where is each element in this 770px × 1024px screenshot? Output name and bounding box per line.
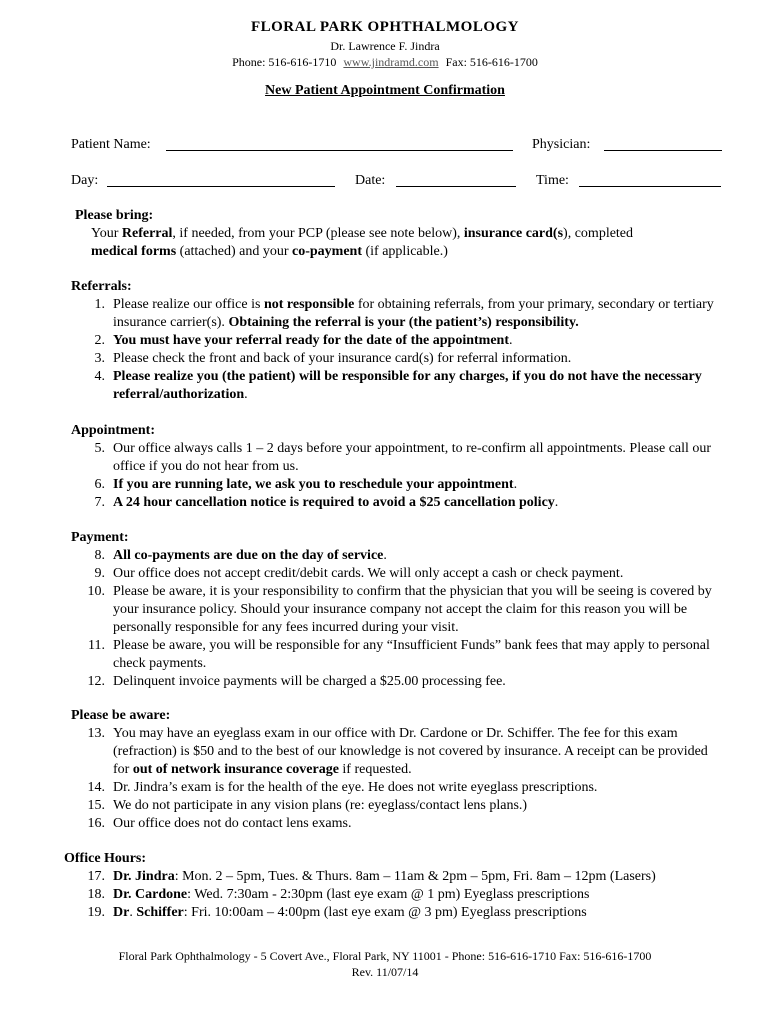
item-number: 18.: [87, 887, 105, 902]
text-run: if requested.: [338, 762, 412, 777]
item-number: 2.: [94, 333, 105, 348]
website-link[interactable]: www.jindramd.com: [343, 55, 439, 69]
please-be-aware-heading: Please be aware:: [71, 708, 171, 723]
text-run: Please check the front and back of your insurance card(s) for referral information.: [113, 351, 572, 366]
text-run-bold: Dr. Jindra: [113, 869, 175, 884]
phone-number: Phone: 516-616-1710: [232, 55, 337, 69]
text-run-bold: If you are running late, we ask you to reschedule your appointment: [113, 477, 514, 492]
text-run-bold: out of network insurance coverage: [132, 762, 339, 777]
text-run: Please realize our office is: [113, 297, 264, 312]
text-run: .: [509, 333, 513, 348]
list-item: [0, 350, 723, 368]
list-item: [0, 637, 723, 673]
item-number: 19.: [87, 905, 105, 920]
physician-blank[interactable]: [604, 136, 722, 151]
list-item: [0, 725, 723, 779]
text-run: .: [244, 387, 248, 402]
item-number: 6.: [94, 477, 105, 492]
item-number: 16.: [87, 816, 105, 831]
text-run: Please be aware, it is your responsibility to confirm that the physician that you will be seeing is covered by your insurance policy. Should your insurance company not accept the claim for this reason you will be personally responsible for any fees incurred during your visit.: [113, 584, 712, 635]
text-run-bold: Schiffer: [136, 905, 184, 920]
text-run-bold: medical forms: [91, 244, 177, 259]
item-number: 9.: [94, 566, 105, 581]
footer-address: Floral Park Ophthalmology - 5 Covert Ave., Floral Park, NY 11001 - Phone: 516-616-1710 Fax: 516-616-1700: [118, 949, 652, 963]
list-item: [0, 332, 723, 350]
list-item: [0, 904, 723, 922]
item-number: 1.: [94, 297, 105, 312]
text-run: Delinquent invoice payments will be charged a $25.00 processing fee.: [113, 674, 506, 689]
office-hours-list: [0, 868, 770, 922]
item-number: 13.: [87, 726, 105, 741]
text-run: Our office always calls 1 – 2 days before your appointment, to re-confirm all appointments. Please call our office if you do not hear from us.: [113, 441, 712, 474]
text-run: (if applicable.): [362, 244, 448, 259]
list-item: [0, 476, 723, 494]
payment-list: [0, 547, 770, 691]
text-run-bold: You must have your referral ready for the date of the appointment: [113, 333, 509, 348]
please-bring-line-2: [91, 243, 731, 261]
text-run-bold: Obtaining the referral is your (the patient’s) responsibility.: [228, 315, 579, 330]
list-item: [0, 673, 723, 691]
list-item: [0, 368, 723, 404]
item-number: 10.: [87, 584, 105, 599]
please-bring-heading: Please bring:: [75, 208, 154, 223]
text-run: .: [383, 548, 387, 563]
text-run-bold: co-payment: [292, 244, 362, 259]
list-item: [0, 494, 723, 512]
item-number: 12.: [87, 674, 105, 689]
please-be-aware-list: [0, 725, 770, 833]
text-run-bold: Dr: [113, 905, 130, 920]
item-number: 4.: [94, 369, 105, 384]
text-run-bold: All co-payments are due on the day of service: [113, 548, 384, 563]
appointment-heading: Appointment:: [71, 423, 156, 438]
item-number: 8.: [94, 548, 105, 563]
list-item: [0, 296, 723, 332]
list-item: [0, 868, 723, 886]
text-run: Your: [91, 226, 122, 241]
text-run: for obtaining referrals, from your primary, secondary or tertiary insurance carrier(s).: [113, 297, 714, 330]
time-label: Time:: [536, 173, 569, 188]
text-run-bold: A 24 hour cancellation notice is required to avoid a $25 cancellation policy: [113, 495, 555, 510]
please-bring-line-1: [91, 225, 731, 243]
date-label: Date:: [355, 173, 386, 188]
date-blank[interactable]: [396, 172, 516, 187]
list-item: [0, 547, 723, 565]
text-run: : Mon. 2 – 5pm, Tues. & Thurs. 8am – 11am & 2pm – 5pm, Fri. 8am – 12pm (Lasers): [174, 869, 656, 884]
day-label: Day:: [71, 173, 99, 188]
list-item: [0, 797, 723, 815]
payment-heading: Payment:: [71, 530, 129, 545]
list-item: [0, 779, 723, 797]
text-run: .: [129, 905, 137, 920]
text-run: Our office does not do contact lens exams.: [113, 816, 352, 831]
text-run: We do not participate in any vision plans (re: eyeglass/contact lens plans.): [113, 798, 528, 813]
text-run: .: [513, 477, 518, 492]
time-blank[interactable]: [579, 172, 721, 187]
item-number: 7.: [94, 495, 105, 510]
patient-name-blank[interactable]: [166, 136, 513, 151]
text-run: Dr. Jindra’s exam is for the health of the eye. He does not write eyeglass prescriptions.: [113, 780, 598, 795]
text-run: .: [554, 495, 559, 510]
text-run-bold: not responsible: [263, 297, 355, 312]
text-run: You may have an eyeglass exam in our office with Dr. Cardone or Dr. Schiffer. The fee for this exam (refraction) is $50 and to the best of our knowledge is not covered by insurance. A receipt can be provided for: [113, 726, 708, 777]
physician-label: Physician:: [532, 137, 591, 152]
fields-row-2: [0, 172, 770, 192]
item-number: 14.: [87, 780, 105, 795]
item-number: 17.: [87, 869, 105, 884]
text-run-bold: Dr. Cardone: [113, 887, 188, 902]
org-name: FLORAL PARK OPHTHALMOLOGY: [250, 19, 520, 35]
referrals-list: [0, 296, 770, 404]
footer-revision: Rev. 11/07/14: [351, 965, 419, 979]
item-number: 11.: [88, 638, 105, 653]
fields-row-1: [0, 136, 770, 156]
contact-line: [0, 53, 770, 71]
referrals-heading: Referrals:: [71, 279, 132, 294]
text-run: Please be aware, you will be responsible for any “Insufficient Funds” bank fees that may apply to personal check payments.: [113, 638, 710, 671]
text-run-bold: Referral: [121, 226, 173, 241]
text-run: Our office does not accept credit/debit cards. We will only accept a cash or check payment.: [113, 566, 624, 581]
appointment-list: [0, 440, 770, 512]
text-run: ), completed: [563, 226, 634, 241]
list-item: [0, 440, 723, 476]
fax-number: Fax: 516-616-1700: [445, 55, 538, 69]
item-number: 15.: [87, 798, 105, 813]
doctor-name: Dr. Lawrence F. Jindra: [330, 39, 440, 53]
list-item: [0, 886, 723, 904]
list-item: [0, 583, 723, 637]
text-run: (attached) and your: [176, 244, 292, 259]
office-hours-heading: Office Hours:: [64, 851, 147, 866]
day-blank[interactable]: [107, 172, 335, 187]
item-number: 3.: [94, 351, 105, 366]
text-run: : Fri. 10:00am – 4:00pm (last eye exam @ 3 pm) Eyeglass prescriptions: [183, 905, 587, 920]
text-run: : Wed. 7:30am - 2:30pm (last eye exam @ 1 pm) Eyeglass prescriptions: [187, 887, 590, 902]
item-number: 5.: [94, 441, 105, 456]
list-item: [0, 565, 723, 583]
text-run: , if needed, from your PCP (please see note below),: [172, 226, 464, 241]
document-title: New Patient Appointment Confirmation: [265, 83, 505, 98]
list-item: [0, 815, 723, 833]
text-run-bold: insurance card(s: [463, 226, 564, 241]
patient-name-label: Patient Name:: [71, 137, 151, 152]
text-run-bold: Please realize you (the patient) will be responsible for any charges, if you do not have the necessary referral/authorization: [113, 369, 702, 402]
